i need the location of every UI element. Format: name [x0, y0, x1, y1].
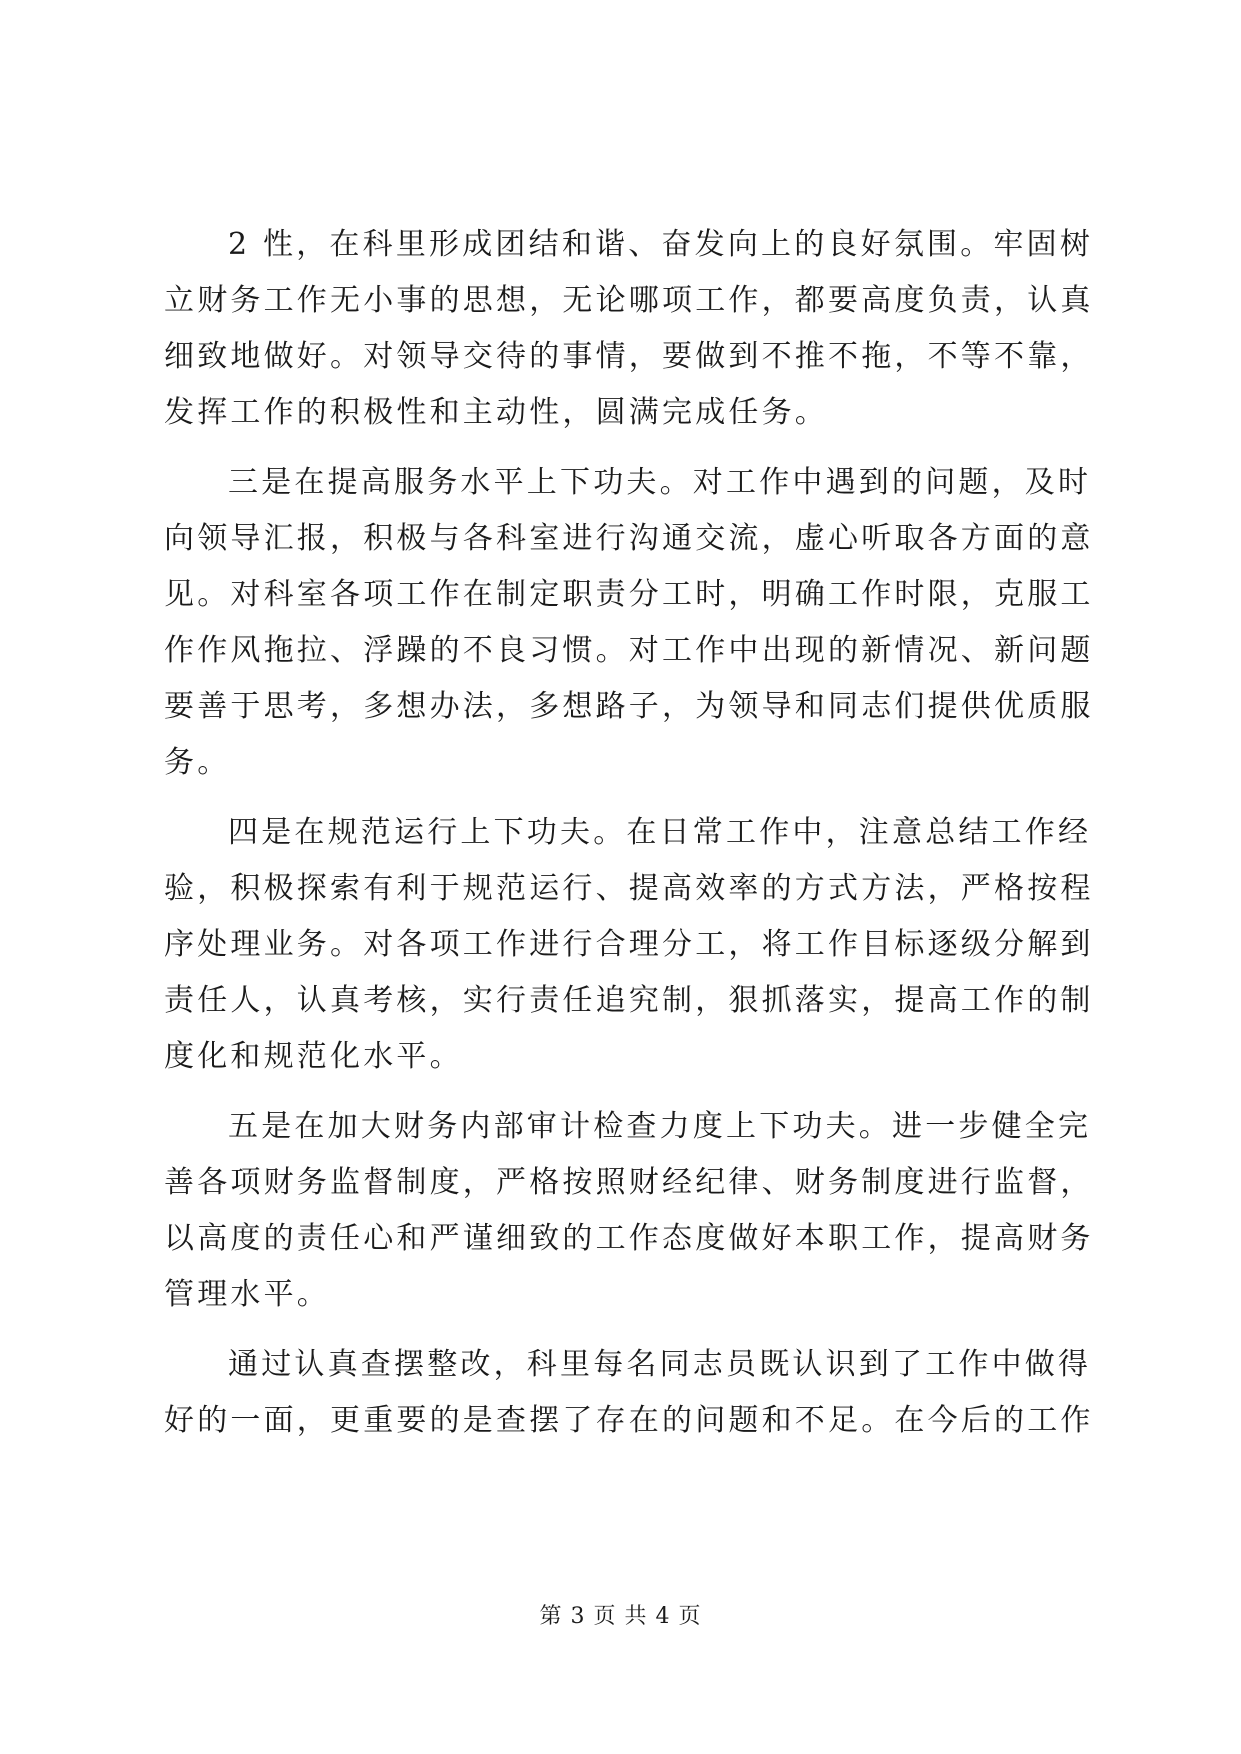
paragraph-start-line: 五是在加大财务内部审计检查力度上下功夫。进一步健全完 [228, 1109, 1092, 1144]
text-line: 2 性，在科里形成团结和谐、奋发向上的良好氛围。牢固树 [228, 227, 1094, 262]
text-line: 要善于思考，多想办法，多想路子，为领导和同志们提供优质服 [164, 689, 1094, 724]
text-line: 发挥工作的积极性和主动性，圆满完成任务。 [164, 395, 828, 430]
paragraph-start-line: 通过认真查摆整改，科里每名同志员既认识到了工作中做得 [228, 1347, 1092, 1382]
text-line: 细致地做好。对领导交待的事情，要做到不推不拖，不等不靠， [164, 339, 1094, 374]
text-line: 管理水平。 [164, 1277, 330, 1312]
text-line: 度化和规范化水平。 [164, 1039, 463, 1074]
text-line: 好的一面，更重要的是查摆了存在的问题和不足。在今后的工作 [164, 1403, 1094, 1438]
text-line: 立财务工作无小事的思想，无论哪项工作，都要高度负责，认真 [164, 283, 1094, 318]
text-line: 责任人，认真考核，实行责任追究制，狠抓落实，提高工作的制 [164, 983, 1094, 1018]
paragraph-start-line: 四是在规范运行上下功夫。在日常工作中，注意总结工作经 [228, 815, 1092, 850]
page-number-footer: 第 3 页 共 4 页 [539, 1604, 702, 1629]
text-line: 序处理业务。对各项工作进行合理分工，将工作目标逐级分解到 [164, 927, 1094, 962]
text-line: 善各项财务监督制度，严格按照财经纪律、财务制度进行监督， [164, 1165, 1094, 1200]
text-line: 以高度的责任心和严谨细致的工作态度做好本职工作，提高财务 [164, 1221, 1094, 1256]
text-line: 向领导汇报，积极与各科室进行沟通交流，虚心听取各方面的意 [164, 521, 1094, 556]
paragraph-start-line: 三是在提高服务水平上下功夫。对工作中遇到的问题，及时 [228, 465, 1092, 500]
text-line: 见。对科室各项工作在制定职责分工时，明确工作时限，克服工 [164, 577, 1094, 612]
text-line: 务。 [164, 745, 231, 780]
text-line: 作作风拖拉、浮躁的不良习惯。对工作中出现的新情况、新问题 [164, 633, 1094, 668]
text-line: 验，积极探索有利于规范运行、提高效率的方式方法，严格按程 [164, 871, 1094, 906]
